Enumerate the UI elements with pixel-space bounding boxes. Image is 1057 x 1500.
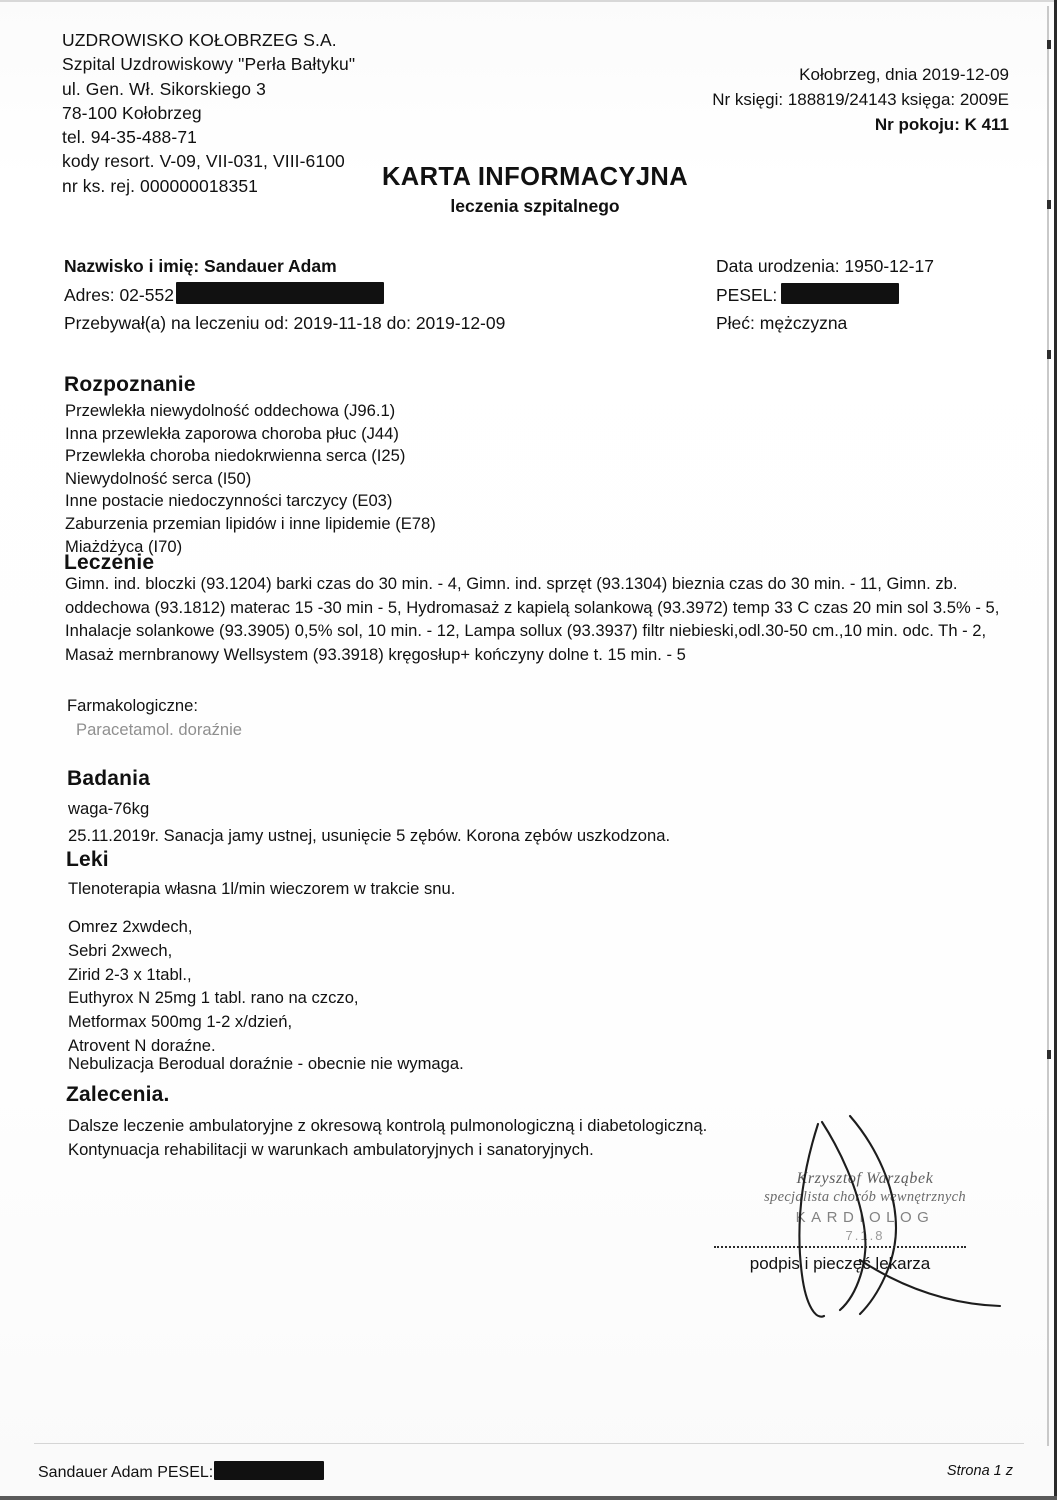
medications-note: Nebulizacja Berodual doraźnie - obecnie nie wymaga. — [68, 1054, 464, 1073]
footer-patient-label: Sandauer Adam PESEL: — [38, 1464, 214, 1481]
patient-sex: Płeć: mężczyzna — [716, 313, 848, 333]
facility-header — [62, 28, 355, 198]
facility-phone: tel. 94-35-488-71 — [62, 127, 197, 148]
facility-register-number: nr ks. rej. 000000018351 — [62, 175, 259, 196]
issue-book-number: Nr księgi: 188819/24143 księga: 2009E — [712, 90, 1009, 109]
pharmacological-block — [67, 694, 242, 742]
patient-pesel-row — [716, 281, 934, 310]
footer-page-number: Strona 1 z — [946, 1463, 1013, 1479]
patient-stay-period: Przebywał(a) na leczeniu od: 2019-11-18 do: 2019-12-09 — [64, 313, 506, 333]
recommendation-line: Dalsze leczenie ambulatoryjne z okresową kontrolą pulmonologiczną i diabetologiczną. — [68, 1116, 708, 1135]
signature-caption: podpis i pieczęć lekarza — [749, 1254, 931, 1273]
diagnosis-item: Miażdżyca (I70) — [65, 536, 183, 556]
patient-pesel-label: PESEL: — [716, 284, 778, 305]
medication-item: Zirid 2-3 x 1tabl., — [68, 964, 192, 984]
stamp-title: KARDIOLOG — [795, 1209, 935, 1226]
address-redaction-bar — [176, 282, 384, 304]
treatment-line: oddechowa (93.1812) materac 15 -30 min - 5, Hydromasaż z kapielą solankową (93.3972) temp 33 C czas 20 min sol 3.5% - 5, — [65, 597, 1000, 617]
pharmacological-item: Paracetamol. doraźnie — [76, 720, 243, 739]
recommendation-line: Kontynuacja rehabilitacji w warunkach ambulatoryjnych i sanatoryjnych. — [68, 1139, 594, 1159]
issue-header — [712, 62, 1009, 137]
patient-address-row — [64, 281, 505, 310]
patient-name: Nazwisko i imię: Sandauer Adam — [64, 256, 337, 276]
scan-edge-bottom — [0, 1496, 1057, 1500]
pesel-redaction-bar — [781, 283, 899, 304]
diagnosis-item: Zaburzenia przemian lipidów i inne lipidemie (E78) — [65, 513, 436, 533]
signature-block — [700, 1120, 1030, 1320]
medication-item: Euthyrox N 25mg 1 tabl. rano na czczo, — [68, 988, 359, 1008]
medications-list — [68, 915, 359, 1058]
section-heading-medications: Leki — [66, 848, 109, 871]
patient-address-label: Adres: 02-552 — [64, 284, 174, 305]
scan-edge-top — [0, 0, 1057, 2]
medications-intro: Tlenoterapia własna 1l/min wieczorem w trakcie snu. — [68, 879, 456, 898]
pharmacological-heading: Farmakologiczne: — [67, 696, 198, 715]
footer-divider — [34, 1443, 1024, 1444]
patient-info-left — [64, 252, 505, 338]
examination-line: 25.11.2019r. Sanacja jamy ustnej, usunięcie 5 zębów. Korona zębów uszkodzona. — [68, 826, 671, 845]
treatment-line: Inhalacje solankowe (93.3905) 0,5% sol, 10 min. - 12, Lampa sollux (93.3937) filtr niebieski,odl.30-50 cm.,10 min. odc. Th - 2, — [65, 621, 987, 640]
section-heading-examinations: Badania — [67, 767, 151, 790]
stamp-doctor-name: Krzysztof Warząbek — [796, 1170, 934, 1187]
section-heading-treatment: Leczenie — [64, 551, 155, 574]
facility-name: UZDROWISKO KOŁOBRZEG S.A. — [62, 30, 337, 50]
doctor-stamp — [755, 1170, 975, 1243]
facility-street: ul. Gen. Wł. Sikorskiego 3 — [62, 78, 266, 99]
examination-line: waga-76kg — [68, 799, 150, 818]
medication-item: Sebri 2xwech, — [68, 940, 173, 960]
footer-patient-identifier — [38, 1461, 324, 1482]
stamp-specialty: specjalista chorób wewnętrznych — [764, 1189, 966, 1205]
facility-resort-codes: kody resort. V-09, VII-031, VIII-6100 — [62, 151, 345, 172]
scan-edge-right-inner — [1047, 6, 1049, 1446]
patient-info-right — [716, 252, 934, 338]
issue-place-date: Kołobrzeg, dnia 2019-12-09 — [799, 65, 1009, 84]
page-subtitle: leczenia szpitalnego — [450, 196, 620, 216]
section-heading-diagnosis: Rozpoznanie — [64, 373, 196, 396]
treatment-line: Masaż mernbranowy Wellsystem (93.3918) kręgosłup+ kończyny dolne t. 15 min. - 5 — [65, 644, 686, 664]
examinations-body — [68, 795, 670, 849]
diagnosis-item: Niewydolność serca (I50) — [65, 468, 252, 488]
signature-line — [714, 1246, 966, 1248]
scan-speck — [1047, 1050, 1051, 1059]
treatment-body — [65, 572, 1010, 666]
medication-item: Metformax 500mg 1-2 x/dzień, — [68, 1012, 293, 1032]
stamp-license-number: 7.1.8 — [845, 1228, 885, 1243]
treatment-line: Gimn. ind. bloczki (93.1204) barki czas do 30 min. - 4, Gimn. ind. sprzęt (93.1304) bieznia czas do 30 min. - 11, Gimn. zb. — [65, 574, 958, 593]
facility-hospital: Szpital Uzdrowiskowy "Perła Bałtyku" — [62, 54, 356, 75]
medication-item: Omrez 2xwdech, — [68, 917, 193, 936]
diagnosis-item: Inne postacie niedoczynności tarczycy (E03) — [65, 491, 393, 511]
scan-speck — [1047, 350, 1051, 359]
diagnosis-item: Przewlekła choroba niedokrwienna serca (I25) — [65, 446, 406, 466]
issue-room-number: Nr pokoju: K 411 — [874, 115, 1009, 134]
diagnosis-item: Inna przewlekła zaporowa choroba płuc (J44) — [65, 423, 399, 443]
footer-pesel-redaction-bar — [214, 1461, 324, 1480]
diagnosis-item: Przewlekła niewydolność oddechowa (J96.1) — [65, 401, 396, 420]
page-title: KARTA INFORMACYJNA — [381, 163, 689, 191]
diagnosis-list — [65, 400, 585, 558]
facility-city: 78-100 Kołobrzeg — [62, 102, 202, 123]
scan-speck — [1047, 40, 1051, 49]
patient-birth-date: Data urodzenia: 1950-12-17 — [716, 256, 934, 276]
document-title-block — [345, 163, 725, 217]
scan-speck — [1047, 200, 1051, 209]
medication-item: Atrovent N doraźne. — [68, 1035, 216, 1055]
recommendations-body — [68, 1114, 707, 1161]
section-heading-recommendations: Zalecenia. — [66, 1083, 170, 1106]
